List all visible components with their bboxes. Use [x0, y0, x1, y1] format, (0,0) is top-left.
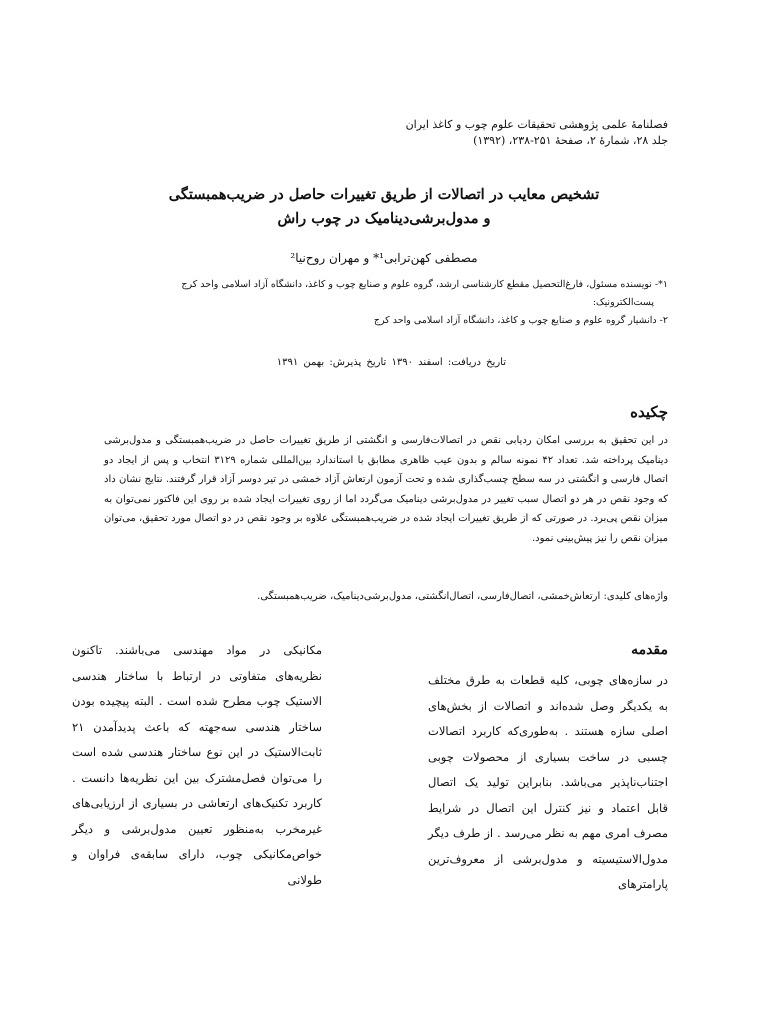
email-label: پست‌الکترونیک:: [592, 297, 654, 308]
paper-title-line-2: و مدول‌برشی‌دینامیک در چوب راش: [277, 210, 491, 227]
paper-title-line-1: تشخیص معایب در اتصالات از طریق تغییرات حاصل در ضریب‌همبستگی: [168, 186, 600, 203]
keywords: واژه‌های کلیدی: ارتعاش‌خمشی، اتصال‌فارسی، اتصال‌انگشتی، مدول‌برشی‌دینامیک، ضریب‌همبستگی.: [257, 591, 668, 602]
affiliation-2: ۲- دانشیار گروه علوم و صنایع چوب و کاغذ، دانشگاه آزاد اسلامی واحد کرج: [373, 315, 668, 326]
received-accepted-dates: تاریخ دریافت: اسفند ۱۳۹۰ تاریخ پذیرش: بهمن ۱۳۹۱: [276, 357, 506, 368]
paper-title: [0, 183, 768, 231]
intro-paragraph-left: مکانیکی در مواد مهندسی می‌باشند. تاکنون نظریه‌های متفاوتی در ارتباط با ساختار هندسی الاستیک چوب مطرح شده است . البته پیچیده بودن ساختار هندسی سه‌جهته که باعث پدیدآمدن ۲۱ ثابت‌الاستیک در این نوع ساختار هندسی شده است را می‌توان فصل‌مشترک بین این نظریه‌ها دانست . کاربرد تکنیک‌های ارتعاشی در بسیاری از ارزیابی‌های غیرمخرب به‌منظور تعیین مدول‌برشی و دیگر خواص‌مکانیکی چوب، دارای سابقه‌ی فراوان و طولانی: [72, 643, 322, 887]
intro-column-left: [72, 638, 322, 893]
intro-paragraph-right: در سازه‌های چوبی، کلیه قطعات به طرق مختلف به یکدیگر وصل شده‌اند و اتصالات از بخش‌های اصلی سازه هستند . به‌طوری‌که کاربرد اتصالات چسبی در ساخت بسیاری از محصولات چوبی اجتناب‌ناپذیر می‌باشد. بنابراین تولید یک اتصال قابل اعتماد و نیز کنترل این اتصال در شرایط مصرف امری مهم به نظر می‌رسد . از طرف دیگر مدول‌الاستیسیته و مدول‌برشی از معروف‌ترین پارامترهای: [428, 673, 668, 891]
journal-header: [406, 117, 668, 149]
intro-heading: مقدمه: [631, 642, 668, 658]
authors: مصطفی کهن‌ترابی¹* و مهران روح‌نیا²: [290, 251, 478, 265]
journal-name: فصلنامۀ علمی پژوهشی تحقیقات علوم چوب و کاغذ ایران: [405, 118, 668, 131]
affiliation-1: ۱*- نویسنده مسئول، فارغ‌التحصیل مقطع کارشناسی ارشد، گروه علوم و صنایع چوب و کاغذ، دانشگاه آزاد اسلامی واحد کرج: [181, 279, 668, 290]
journal-volume: جلد ۲۸، شمارۀ ۲، صفحۀ ۲۵۱-۲۳۸، (۱۳۹۲): [473, 134, 668, 147]
abstract-body: [104, 431, 668, 548]
abstract-text: در این تحقیق به بررسی امکان ردیابی نقص در اتصالات‌فارسی و انگشتی از طریق تغییرات حاصل در ضریب‌همبستگی و مدول‌برشی دینامیک پرداخته شد. تعداد ۴۲ نمونه سالم و بدون عیب ظاهری مطابق با استاندارد بین‌المللی شماره ۳۱۲۹ انتخاب و پس از ایجاد دو اتصال فارسی و انگشتی در سه سطح چسب‌گذاری شده و تحت آزمون ارتعاش آزاد خمشی در تیر دوسر آزاد قرار گرفتند. نتایج نشان داد که وجود نقص در هر دو اتصال سبب تغییر در مدول‌برشی دینامیک می‌گردد اما از روی تغییرات ایجاد شده بر روی این فاکتور نمی‌توان به میزان نقص پی‌برد. در صورتی که از طریق تغییرات ایجاد شده در ضریب‌همبستگی علاوه بر وجود نقص در دو اتصال مورد تحقیق، می‌توان میزان نقص را نیز پیش‌بینی نمود.: [104, 435, 669, 544]
affiliations: [100, 277, 668, 331]
abstract-heading: چکیده: [630, 403, 668, 421]
intro-column-right: [428, 668, 668, 898]
